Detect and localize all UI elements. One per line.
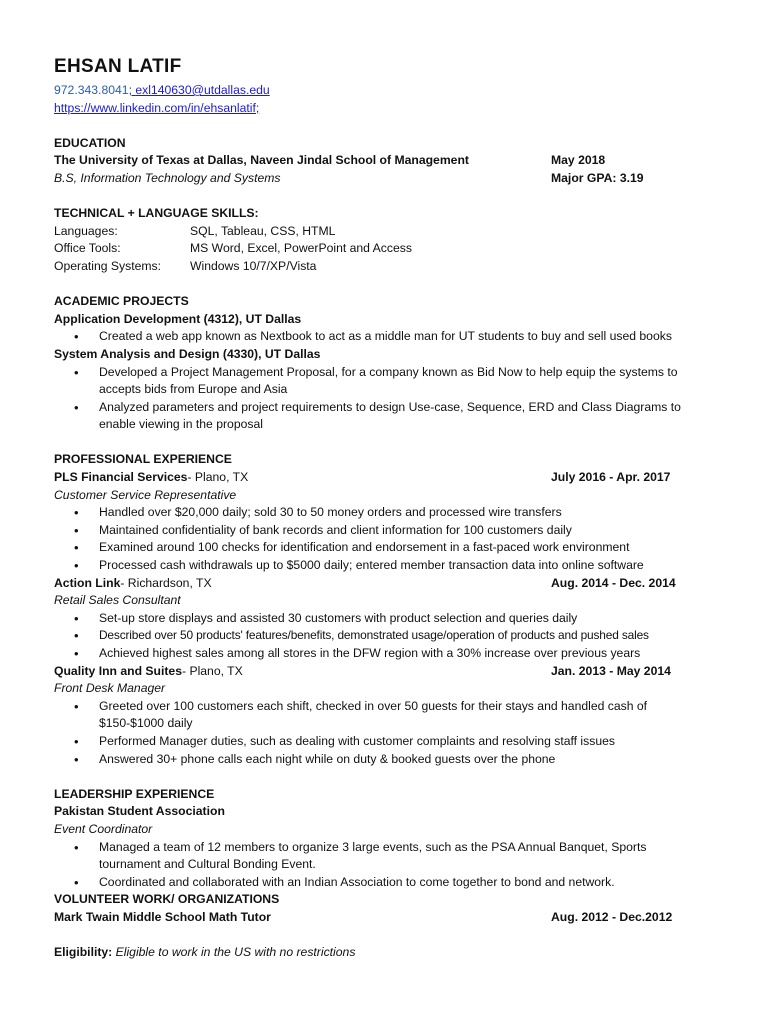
project-bullets bbox=[54, 364, 708, 434]
skill-row bbox=[54, 240, 708, 258]
job-header bbox=[54, 663, 708, 681]
job-company: Action Link bbox=[54, 575, 121, 590]
project-title: Application Development (4312), UT Dallas bbox=[54, 311, 302, 326]
school-name: The University of Texas at Dallas, Naveen Jindal School of Management bbox=[54, 153, 469, 168]
bullet-item: • Set-up store displays and assisted 30 customers with product selection and queries daily bbox=[54, 610, 708, 628]
skill-label: Languages: bbox=[54, 223, 118, 238]
contact-line bbox=[54, 82, 708, 100]
bullet-item: • Maintained confidentiality of bank records and client information for 100 customers daily bbox=[54, 522, 708, 540]
job-role: Customer Service Representative bbox=[54, 487, 237, 502]
project-bullets bbox=[54, 328, 708, 346]
email-link[interactable] bbox=[129, 83, 270, 97]
job-date: July 2016 - Apr. 2017 bbox=[551, 470, 671, 485]
contact-separator: ; bbox=[128, 83, 136, 97]
bullet-item: • Described over 50 products' features/benefits, demonstrated usage/operation of products and pushed sales bbox=[54, 627, 708, 645]
job-header bbox=[54, 469, 708, 487]
skill-value: MS Word, Excel, PowerPoint and Access bbox=[190, 241, 412, 256]
email-text: exl140630@utdallas.edu bbox=[135, 83, 270, 97]
bullet-item: • Processed cash withdrawals up to $5000 daily; entered member transaction data into online software bbox=[54, 557, 708, 575]
bullet-item: • Developed a Project Management Proposal, for a company known as Bid Now to help equip the systems to accepts bids from Europe and Asia bbox=[54, 364, 708, 399]
bullet-item: • Analyzed parameters and project requirements to design Use-case, Sequence, ERD and Class Diagrams to enable viewing in the proposal bbox=[54, 399, 708, 434]
job-location: - Richardson, TX bbox=[120, 575, 212, 590]
eligibility-value: Eligible to work in the US with no restrictions bbox=[115, 945, 356, 960]
job-bullets bbox=[54, 504, 708, 574]
eligibility-label: Eligibility: bbox=[54, 945, 113, 960]
job-company: Quality Inn and Suites bbox=[54, 663, 182, 678]
job-date: Aug. 2014 - Dec. 2014 bbox=[551, 575, 676, 590]
job-location: - Plano, TX bbox=[187, 470, 249, 485]
skills-heading: TECHNICAL + LANGUAGE SKILLS: bbox=[54, 206, 259, 221]
skill-label: Operating Systems: bbox=[54, 258, 162, 273]
bullet-item: • Created a web app known as Nextbook to act as a middle man for UT students to buy and sell used books bbox=[54, 328, 708, 346]
job-date: Jan. 2013 - May 2014 bbox=[551, 663, 671, 678]
skill-value: Windows 10/7/XP/Vista bbox=[190, 258, 317, 273]
job-bullets bbox=[54, 610, 708, 663]
job-header bbox=[54, 575, 708, 593]
job-company: PLS Financial Services bbox=[54, 470, 188, 485]
education-heading: EDUCATION bbox=[54, 135, 126, 150]
bullet-item: • Greeted over 100 customers each shift, checked in over 50 guests for their stays and handled cash of $150-$1000 daily bbox=[54, 698, 708, 733]
skill-row bbox=[54, 258, 708, 276]
bullet-item: • Coordinated and collaborated with an Indian Association to come together to bond and network. bbox=[54, 874, 708, 892]
volunteer-org: Mark Twain Middle School Math Tutor bbox=[54, 909, 271, 924]
project-title: System Analysis and Design (4330), UT Dallas bbox=[54, 346, 321, 361]
volunteer-date: Aug. 2012 - Dec.2012 bbox=[551, 909, 673, 924]
leadership-heading: LEADERSHIP EXPERIENCE bbox=[54, 786, 215, 801]
eligibility-line bbox=[54, 944, 708, 962]
bullet-item: • Examined around 100 checks for identification and endorsement in a fast-paced work environment bbox=[54, 539, 708, 557]
gpa: Major GPA: 3.19 bbox=[551, 170, 644, 185]
graduation-date: May 2018 bbox=[551, 153, 606, 168]
experience-heading: PROFESSIONAL EXPERIENCE bbox=[54, 452, 232, 467]
bullet-item: • Answered 30+ phone calls each night while on duty & booked guests over the phone bbox=[54, 751, 708, 769]
bullet-item: • Performed Manager duties, such as dealing with customer complaints and resolving staff issues bbox=[54, 733, 708, 751]
phone-number: 972.343.8041 bbox=[54, 83, 129, 97]
volunteer-row bbox=[54, 909, 708, 927]
volunteer-heading: VOLUNTEER WORK/ ORGANIZATIONS bbox=[54, 892, 280, 907]
linkedin-link[interactable]: https://www.linkedin.com/in/ehsanlatif; bbox=[54, 100, 260, 115]
job-role: Front Desk Manager bbox=[54, 681, 166, 696]
job-location: - Plano, TX bbox=[182, 663, 243, 678]
projects-heading: ACADEMIC PROJECTS bbox=[54, 294, 189, 309]
bullet-item: • Handled over $20,000 daily; sold 30 to 50 money orders and processed wire transfers bbox=[54, 504, 708, 522]
education-school-row bbox=[54, 152, 708, 170]
job-bullets bbox=[54, 698, 708, 768]
skill-value: SQL, Tableau, CSS, HTML bbox=[190, 223, 336, 238]
skill-label: Office Tools: bbox=[54, 241, 121, 256]
leadership-role: Event Coordinator bbox=[54, 821, 153, 836]
leadership-org: Pakistan Student Association bbox=[54, 804, 225, 819]
bullet-item: • Achieved highest sales among all stores in the DFW region with a 30% increase over previous years bbox=[54, 645, 708, 663]
skill-row bbox=[54, 223, 708, 241]
candidate-name: EHSAN LATIF bbox=[54, 56, 182, 77]
degree: B.S, Information Technology and Systems bbox=[54, 170, 281, 185]
leadership-bullets bbox=[54, 839, 708, 892]
job-role: Retail Sales Consultant bbox=[54, 593, 181, 608]
education-degree-row bbox=[54, 170, 708, 188]
bullet-item: • Managed a team of 12 members to organize 3 large events, such as the PSA Annual Banquet, Sports tournament and Cultural Bonding Event. bbox=[54, 839, 708, 874]
